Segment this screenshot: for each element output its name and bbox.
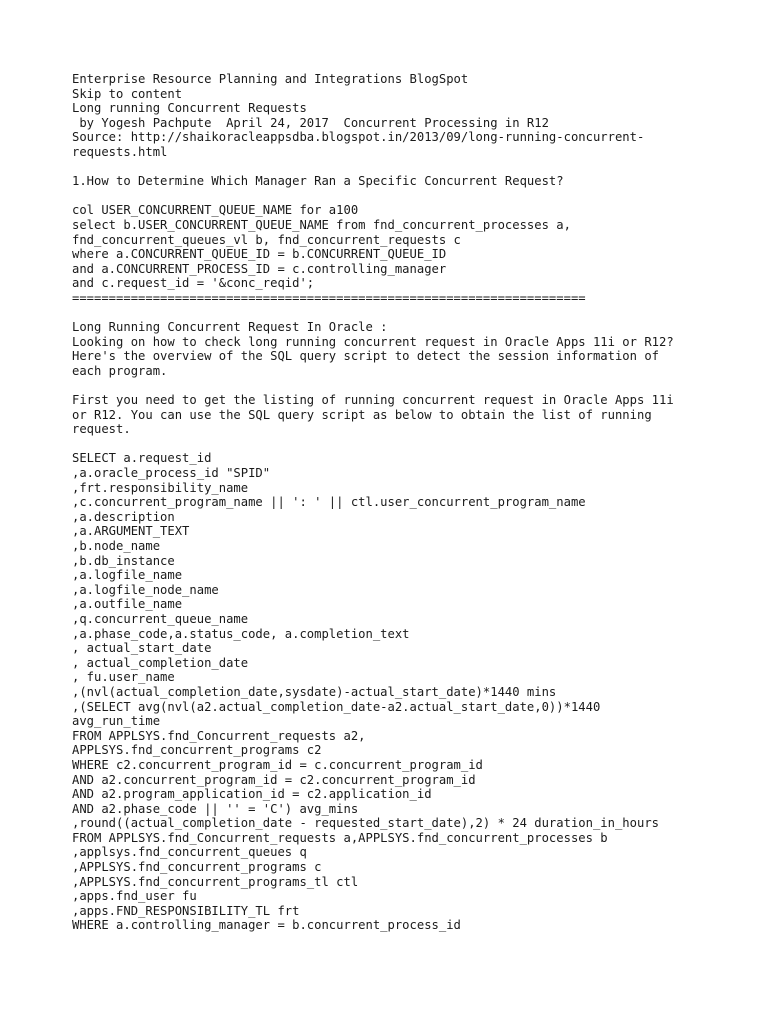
sql-line: , actual_start_date	[72, 641, 212, 656]
sql-line: AND a2.program_application_id = c2.application_id	[72, 787, 432, 802]
sql-line: ,(SELECT avg(nvl(a2.actual_completion_date-a2.actual_start_date,0))*1440	[72, 699, 601, 714]
sql-line: ,round((actual_completion_date - requested_start_date),2) * 24 duration_in_hours	[72, 816, 659, 831]
code-line: col USER_CONCURRENT_QUEUE_NAME for a100	[72, 203, 359, 218]
sql-line: ,b.node_name	[72, 539, 161, 553]
sql-line: ,APPLSYS.fnd_concurrent_programs c	[72, 860, 322, 875]
sql-line: ,frt.responsibility_name	[72, 480, 249, 495]
source-line: requests.html	[72, 144, 168, 159]
sql-line: ,(nvl(actual_completion_date,sysdate)-actual_start_date)*1440 mins	[72, 684, 557, 699]
sql-line: ,applsys.fnd_concurrent_queues q	[72, 845, 307, 860]
sql-line: ,b.db_instance	[72, 553, 175, 568]
code-line: and a.CONCURRENT_PROCESS_ID = c.controlling_manager	[72, 261, 447, 276]
sql-line: AND a2.phase_code || '' = 'C') avg_mins	[72, 801, 359, 816]
section-heading: 1.How to Determine Which Manager Ran a Specific Concurrent Request?	[72, 174, 564, 189]
paragraph-line: First you need to get the listing of running concurrent request in Oracle Apps 11i	[72, 393, 674, 408]
code-line: and c.request_id = '&conc_reqid';	[72, 276, 315, 291]
sql-line: ,a.phase_code,a.status_code, a.completion_text	[72, 626, 410, 641]
post-title: Long running Concurrent Requests	[72, 101, 307, 116]
sql-line: ,q.concurrent_queue_name	[72, 611, 249, 626]
code-line: fnd_concurrent_queues_vl b, fnd_concurrent_requests c	[72, 232, 461, 247]
code-line: where a.CONCURRENT_QUEUE_ID = b.CONCURRENT_QUEUE_ID	[72, 247, 447, 262]
sql-line: ,a.description	[72, 509, 175, 524]
code-line: select b.USER_CONCURRENT_QUEUE_NAME from fnd_concurrent_processes a,	[72, 217, 571, 232]
source-line: Source: http://shaikoracleappsdba.blogspot.in/2013/09/long-running-concurrent-	[72, 130, 645, 145]
sql-line: ,apps.fnd_user fu	[72, 889, 197, 904]
blank-line	[72, 306, 712, 321]
paragraph-line: or R12. You can use the SQL query script as below to obtain the list of running	[72, 407, 652, 422]
sql-line: ,apps.FND_RESPONSIBILITY_TL frt	[72, 903, 300, 918]
blank-line	[72, 437, 712, 452]
sql-line: FROM APPLSYS.fnd_Concurrent_requests a2,	[72, 728, 366, 743]
sql-line: SELECT a.request_id	[72, 451, 212, 466]
post-byline: by Yogesh Pachpute April 24, 2017 Concurrent Processing in R12	[72, 115, 549, 130]
sql-line: , actual_completion_date	[72, 655, 249, 670]
document-page	[72, 72, 712, 933]
sql-line: ,APPLSYS.fnd_concurrent_programs_tl ctl	[72, 874, 359, 889]
paragraph-line: each program.	[72, 363, 168, 378]
paragraph-line: Looking on how to check long running concurrent request in Oracle Apps 11i or R12?	[72, 334, 674, 349]
blank-line	[72, 160, 712, 175]
sql-line: ,a.ARGUMENT_TEXT	[72, 524, 190, 539]
sql-line: ,a.logfile_node_name	[72, 582, 219, 597]
sql-line: APPLSYS.fnd_concurrent_programs c2	[72, 743, 322, 758]
blank-line	[72, 189, 712, 204]
sql-line: ,a.oracle_process_id "SPID"	[72, 466, 271, 481]
blank-line	[72, 378, 712, 393]
paragraph-line: request.	[72, 422, 131, 437]
sql-line: , fu.user_name	[72, 670, 175, 685]
section-heading: Long Running Concurrent Request In Oracle :	[72, 320, 388, 335]
running-requests-query-block	[72, 451, 712, 933]
separator-line: ======================================================================	[72, 290, 586, 305]
sql-line: WHERE a.controlling_manager = b.concurrent_process_id	[72, 918, 461, 933]
sql-line: FROM APPLSYS.fnd_Concurrent_requests a,APPLSYS.fnd_concurrent_processes b	[72, 830, 608, 845]
sql-line: ,a.logfile_name	[72, 568, 183, 583]
sql-line: ,c.concurrent_program_name || ': ' || ctl.user_concurrent_program_name	[72, 495, 586, 510]
manager-query-block	[72, 203, 712, 305]
sql-line: AND a2.concurrent_program_id = c2.concurrent_program_id	[72, 772, 476, 787]
sql-line: ,a.outfile_name	[72, 597, 183, 612]
paragraph-line: Here's the overview of the SQL query script to detect the session information of	[72, 349, 659, 364]
site-title: Enterprise Resource Planning and Integrations BlogSpot	[72, 72, 469, 86]
sql-line: WHERE c2.concurrent_program_id = c.concurrent_program_id	[72, 757, 483, 772]
skip-to-content-link[interactable]: Skip to content	[72, 86, 183, 101]
sql-line: avg_run_time	[72, 714, 161, 729]
